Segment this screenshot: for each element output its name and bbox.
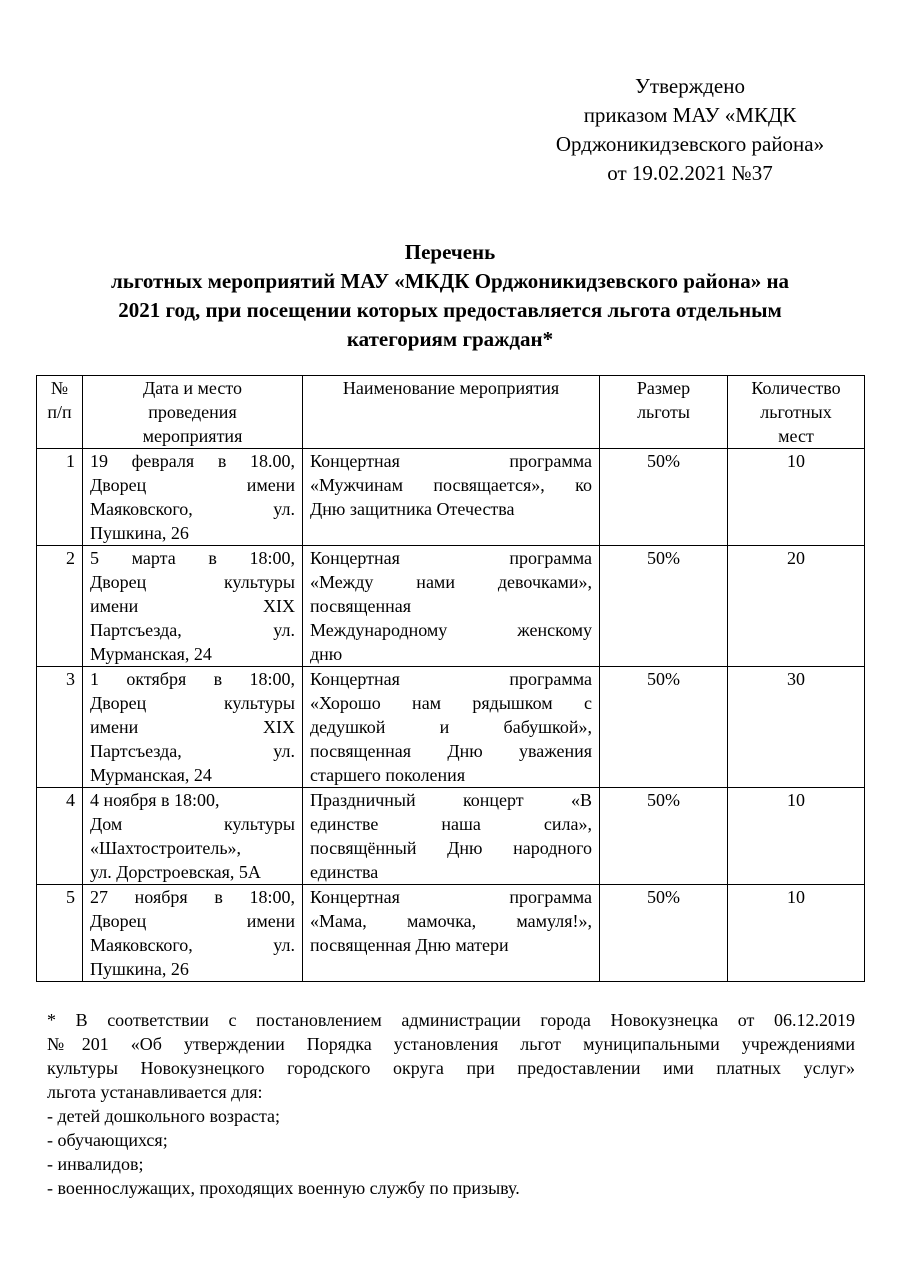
list-item: - военнослужащих, проходящих военную службу по призыву. — [47, 1178, 520, 1198]
row-date-place: 19 февраля в 18.00, Дворец имени Маяковского, ул. Пушкина, 26 — [83, 449, 303, 546]
footnote — [47, 1008, 855, 1200]
table-header-row — [37, 376, 865, 449]
title-line: Перечень — [404, 240, 496, 264]
header-event-name: Наименование мероприятия — [303, 376, 600, 449]
row-discount: 50% — [600, 885, 728, 982]
header-number: № п/п — [37, 376, 83, 449]
row-date-place: 1 октября в 18:00, Дворец культуры имени XIX Партсъезда, ул. Мурманская, 24 — [83, 667, 303, 788]
row-number: 4 — [37, 788, 83, 885]
title-line: 2021 год, при посещении которых предоставляется льгота отдельным — [118, 298, 782, 322]
table-row — [37, 885, 865, 982]
row-number: 5 — [37, 885, 83, 982]
row-date-place: 4 ноября в 18:00, Дом культуры «Шахтостроитель», ул. Дорстроевская, 5А — [83, 788, 303, 885]
row-number: 2 — [37, 546, 83, 667]
row-event: Праздничный концерт «В единстве наша сила», посвящённый Дню народного единства — [303, 788, 600, 885]
row-event: Концертная программа «Мужчинам посвящается», ко Дню защитника Отечества — [303, 449, 600, 546]
list-item: - обучающихся; — [47, 1130, 168, 1150]
header-seats: Количество льготных мест — [728, 376, 865, 449]
approval-line: Орджоникидзевского района» — [555, 132, 825, 156]
row-discount: 50% — [600, 449, 728, 546]
row-seats: 30 — [728, 667, 865, 788]
title-line: категориям граждан* — [346, 327, 554, 351]
row-event: Концертная программа «Между нами девочками», посвященная Международному женскому дню — [303, 546, 600, 667]
row-seats: 20 — [728, 546, 865, 667]
row-date-place: 5 марта в 18:00, Дворец культуры имени XIX Партсъезда, ул. Мурманская, 24 — [83, 546, 303, 667]
header-discount: Размер льготы — [600, 376, 728, 449]
row-discount: 50% — [600, 667, 728, 788]
row-seats: 10 — [728, 885, 865, 982]
row-seats: 10 — [728, 449, 865, 546]
table-row — [37, 546, 865, 667]
row-event: Концертная программа «Мама, мамочка, мамуля!», посвященная Дню матери — [303, 885, 600, 982]
footnote-paragraph: * В соответствии с постановлением администрации города Новокузнецка от 06.12.2019 №201 «Об утверждении Порядка установления льгот муниципальными учреждениями культуры Новокузнецкого городского округа при предоставлении ими платных услуг» льгота устанавливается для: — [47, 1010, 855, 1102]
row-seats: 10 — [728, 788, 865, 885]
row-date-place: 27 ноября в 18:00, Дворец имени Маяковского, ул. Пушкина, 26 — [83, 885, 303, 982]
approval-stamp — [500, 72, 880, 188]
header-date-place: Дата и место проведения мероприятия — [83, 376, 303, 449]
table-row — [37, 788, 865, 885]
row-number: 1 — [37, 449, 83, 546]
table-row — [37, 667, 865, 788]
approval-line: от 19.02.2021 №37 — [607, 161, 773, 185]
events-table — [36, 375, 865, 982]
approval-line: Утверждено — [635, 74, 745, 98]
approval-line: приказом МАУ «МКДК — [583, 103, 797, 127]
row-event: Концертная программа «Хорошо нам рядышком с дедушкой и бабушкой», посвященная Дню уважения старшего поколения — [303, 667, 600, 788]
beneficiary-list — [47, 1104, 855, 1200]
list-item: - детей дошкольного возраста; — [47, 1106, 281, 1126]
table-row — [37, 449, 865, 546]
row-discount: 50% — [600, 546, 728, 667]
document-title — [40, 238, 860, 354]
row-discount: 50% — [600, 788, 728, 885]
title-line: льготных мероприятий МАУ «МКДК Орджоникидзевского района» на — [110, 269, 790, 293]
list-item: - инвалидов; — [47, 1154, 144, 1174]
row-number: 3 — [37, 667, 83, 788]
